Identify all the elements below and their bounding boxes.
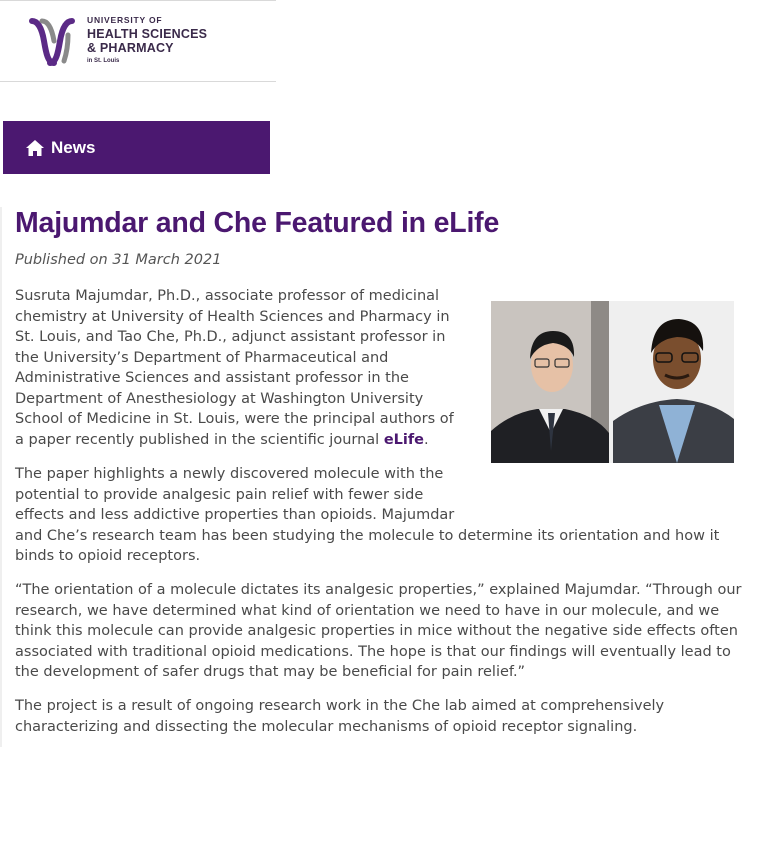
elife-link[interactable]: eLife bbox=[383, 431, 424, 448]
article-paragraph-2 bbox=[15, 464, 755, 567]
logo-line-4: in St. Louis bbox=[87, 58, 120, 64]
logo-line-3: & PHARMACY bbox=[87, 41, 174, 55]
p2-wide-text: and Che’s research team has been studying the molecule to determine its orientation and how it binds to opioid receptors. bbox=[15, 527, 720, 564]
logo-line-2: HEALTH SCIENCES bbox=[87, 27, 208, 41]
logo-line-1: UNIVERSITY OF bbox=[87, 15, 163, 25]
news-label: News bbox=[51, 137, 96, 157]
header-logo[interactable] bbox=[0, 0, 276, 82]
p1-text: Susruta Majumdar, Ph.D., associate professor of medicinal chemistry at University of Health Sciences and Pharmacy in St. Louis, and Tao Che, Ph.D., adjunct assistant professor in the University’s Department of Pharmaceutical and Administrative Sciences and assistant professor in the Department of Anesthesiology at Washington University School of Medicine in St. Louis, were the principal authors of a paper recently published in the scientific journal bbox=[15, 288, 454, 448]
logo-wordmark bbox=[87, 15, 207, 64]
authors-photo bbox=[491, 301, 734, 463]
university-logo-mark-icon bbox=[28, 15, 76, 69]
article-paragraph-3: “The orientation of a molecule dictates its analgesic properties,” explained Majumdar. “Through our research, we have determined what kind of orientation we need to have in our molecule, and we think this molecule can provide analgesic properties in mice without the negative side effects often associated with traditional opioid medications. The hope is that our findings will eventually lead to the development of safer drugs that may be beneficial for pain relief.” bbox=[15, 582, 742, 680]
news-nav-button[interactable] bbox=[3, 121, 270, 174]
page-title: Majumdar and Che Featured in eLife bbox=[15, 207, 500, 239]
article-paragraph-1 bbox=[15, 286, 455, 450]
article bbox=[0, 207, 757, 747]
p1-end: . bbox=[424, 431, 429, 448]
p2-narrow-text: The paper highlights a newly discovered molecule with the potential to provide analgesic pain relief with fewer side effects and less addictive properties than opioids. Majumdar bbox=[15, 466, 455, 523]
article-paragraph-4: The project is a result of ongoing research work in the Che lab aimed at comprehensively characterizing and dissecting the molecular mechanisms of opioid receptor signaling. bbox=[15, 698, 665, 735]
home-icon bbox=[25, 139, 45, 157]
published-date: Published on 31 March 2021 bbox=[15, 252, 222, 268]
